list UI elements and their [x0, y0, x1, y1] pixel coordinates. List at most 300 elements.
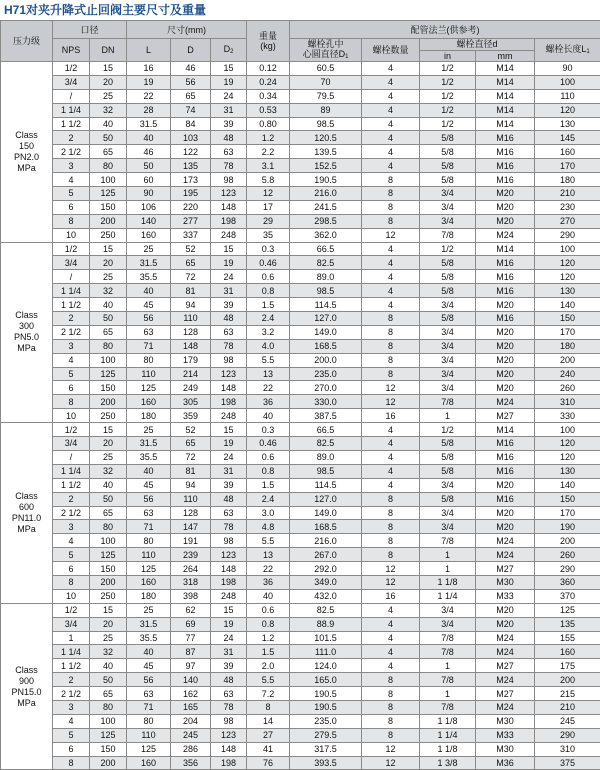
table-cell: 15: [211, 242, 247, 256]
table-cell: 3: [53, 159, 90, 173]
table-cell: 123: [211, 367, 247, 381]
table-cell: 6: [53, 742, 90, 756]
table-cell: 3: [53, 520, 90, 534]
table-cell: 40: [247, 589, 290, 603]
table-row: [1, 714, 600, 728]
table-cell: 204: [171, 714, 211, 728]
table-row: [1, 214, 600, 228]
table-cell: 2.4: [247, 312, 290, 326]
table-cell: 147: [171, 520, 211, 534]
table-cell: 198: [211, 756, 247, 770]
table-cell: 1/2: [53, 62, 90, 76]
table-cell: 12: [362, 228, 420, 242]
pressure-class-line: 150: [1, 141, 52, 152]
pressure-class-label: [1, 603, 53, 770]
table-cell: 4: [362, 270, 420, 284]
table-cell: 3/4: [420, 506, 476, 520]
table-cell: 12: [362, 562, 420, 576]
table-row: [1, 62, 600, 76]
table-cell: 35.5: [127, 450, 171, 464]
table-cell: 387.5: [290, 409, 362, 423]
table-cell: 25: [90, 631, 127, 645]
table-cell: 1 1/4: [53, 645, 90, 659]
table-cell: 1 1/2: [53, 659, 90, 673]
table-cell: 2: [53, 492, 90, 506]
table-cell: 230: [535, 200, 600, 214]
table-row: [1, 381, 600, 395]
table-cell: 8: [362, 687, 420, 701]
table-cell: 248: [211, 409, 247, 423]
table-cell: 65: [171, 437, 211, 451]
table-cell: 15: [211, 423, 247, 437]
table-cell: M24: [476, 228, 535, 242]
table-cell: 5: [53, 367, 90, 381]
table-cell: 1/2: [420, 103, 476, 117]
table-cell: 125: [90, 187, 127, 201]
table-cell: 305: [171, 395, 211, 409]
table-cell: /: [53, 89, 90, 103]
table-cell: 145: [535, 131, 600, 145]
table-cell: 5/8: [420, 492, 476, 506]
table-cell: 72: [171, 450, 211, 464]
table-row: [1, 478, 600, 492]
table-cell: 5/8: [420, 145, 476, 159]
table-row: [1, 173, 600, 187]
table-cell: 100: [535, 75, 600, 89]
table-cell: M20: [476, 325, 535, 339]
table-cell: 89.0: [290, 270, 362, 284]
table-cell: 155: [535, 631, 600, 645]
table-cell: 128: [171, 506, 211, 520]
table-cell: M20: [476, 506, 535, 520]
table-cell: 1/2: [420, 117, 476, 131]
table-cell: 148: [211, 562, 247, 576]
table-cell: 2 1/2: [53, 506, 90, 520]
table-cell: 8: [362, 520, 420, 534]
table-cell: 4.8: [247, 520, 290, 534]
table-cell: 298.5: [290, 214, 362, 228]
table-cell: 5.8: [247, 173, 290, 187]
table-cell: 148: [211, 200, 247, 214]
table-cell: 239: [171, 548, 211, 562]
table-cell: 97: [171, 659, 211, 673]
pressure-class-line: Class: [1, 665, 52, 676]
table-cell: 22: [127, 89, 171, 103]
table-cell: 4: [362, 437, 420, 451]
pressure-class-line: PN5.0: [1, 332, 52, 343]
table-row: [1, 437, 600, 451]
table-row: [1, 256, 600, 270]
table-cell: M14: [476, 117, 535, 131]
table-cell: M14: [476, 423, 535, 437]
table-cell: 0.6: [247, 603, 290, 617]
table-cell: 125: [90, 367, 127, 381]
table-cell: 16: [362, 409, 420, 423]
table-cell: 162: [171, 687, 211, 701]
table-cell: 20: [90, 256, 127, 270]
table-cell: 245: [535, 714, 600, 728]
table-cell: 52: [171, 242, 211, 256]
table-cell: M16: [476, 464, 535, 478]
table-cell: 98.5: [290, 117, 362, 131]
table-cell: 200: [90, 575, 127, 589]
table-cell: 80: [90, 520, 127, 534]
table-cell: 0.6: [247, 450, 290, 464]
table-cell: 40: [90, 478, 127, 492]
table-cell: 82.5: [290, 603, 362, 617]
table-cell: 10: [53, 409, 90, 423]
table-cell: 175: [535, 659, 600, 673]
table-cell: 76: [247, 756, 290, 770]
table-cell: 4: [362, 117, 420, 131]
table-cell: 170: [535, 325, 600, 339]
table-cell: 45: [127, 478, 171, 492]
table-row: [1, 548, 600, 562]
table-cell: 200: [535, 673, 600, 687]
table-cell: 6: [53, 562, 90, 576]
table-cell: 1 1/2: [53, 117, 90, 131]
table-cell: 1 1/4: [53, 103, 90, 117]
table-cell: 249: [171, 381, 211, 395]
table-cell: 3/4: [420, 298, 476, 312]
table-cell: M20: [476, 339, 535, 353]
table-cell: 80: [90, 700, 127, 714]
table-cell: 5/8: [420, 464, 476, 478]
table-cell: 7/8: [420, 534, 476, 548]
table-cell: 15: [211, 603, 247, 617]
table-cell: 5: [53, 187, 90, 201]
table-cell: M30: [476, 714, 535, 728]
header-l: L: [127, 39, 171, 62]
header-d2: $D_2$: [211, 39, 247, 62]
table-cell: 180: [127, 409, 171, 423]
table-cell: 27: [247, 728, 290, 742]
table-cell: 190.5: [290, 687, 362, 701]
dimensions-table: [0, 20, 600, 770]
table-cell: 0.8: [247, 284, 290, 298]
table-cell: 15: [211, 62, 247, 76]
table-cell: 40: [127, 464, 171, 478]
table-cell: 290: [535, 228, 600, 242]
table-cell: 29: [247, 214, 290, 228]
table-cell: 128: [171, 325, 211, 339]
table-cell: 1.5: [247, 645, 290, 659]
table-cell: 8: [362, 700, 420, 714]
table-row: [1, 325, 600, 339]
table-cell: 248: [211, 589, 247, 603]
table-cell: 8: [53, 214, 90, 228]
table-cell: 103: [171, 131, 211, 145]
table-row: [1, 659, 600, 673]
header-in: in: [420, 50, 476, 62]
table-cell: 40: [247, 409, 290, 423]
table-cell: 110: [127, 548, 171, 562]
table-cell: 56: [171, 75, 211, 89]
table-cell: 5/8: [420, 131, 476, 145]
table-cell: 240: [535, 367, 600, 381]
table-cell: 1.2: [247, 631, 290, 645]
table-cell: 5/8: [420, 173, 476, 187]
table-cell: 5/8: [420, 284, 476, 298]
table-row: [1, 103, 600, 117]
table-cell: M24: [476, 548, 535, 562]
table-cell: 1/2: [53, 423, 90, 437]
table-cell: 8: [362, 353, 420, 367]
table-cell: 7/8: [420, 700, 476, 714]
table-cell: 198: [211, 395, 247, 409]
table-cell: 3/4: [420, 478, 476, 492]
table-cell: 160: [127, 228, 171, 242]
table-cell: 4: [362, 478, 420, 492]
table-cell: 8: [362, 187, 420, 201]
table-cell: 125: [127, 562, 171, 576]
table-cell: 46: [171, 62, 211, 76]
table-cell: 0.3: [247, 423, 290, 437]
header-nps: NPS: [53, 39, 90, 62]
pressure-class-line: MPa: [1, 343, 52, 354]
table-cell: 3/4: [420, 200, 476, 214]
table-cell: 74: [171, 103, 211, 117]
header-dn: DN: [90, 39, 127, 62]
table-cell: M33: [476, 728, 535, 742]
table-cell: 200.0: [290, 353, 362, 367]
table-cell: 65: [171, 89, 211, 103]
table-cell: 165.0: [290, 673, 362, 687]
table-cell: 84: [171, 117, 211, 131]
table-cell: 63: [127, 687, 171, 701]
table-cell: /: [53, 270, 90, 284]
table-cell: 3/4: [420, 617, 476, 631]
table-row: [1, 75, 600, 89]
table-cell: 1/2: [420, 62, 476, 76]
table-row: [1, 687, 600, 701]
table-cell: 100: [90, 173, 127, 187]
table-cell: 4: [362, 645, 420, 659]
table-cell: 4: [362, 659, 420, 673]
pressure-class-line: PN15.0: [1, 687, 52, 698]
table-cell: 65: [90, 687, 127, 701]
table-cell: 8: [362, 534, 420, 548]
table-cell: 19: [211, 256, 247, 270]
table-cell: 140: [535, 298, 600, 312]
table-cell: 5: [53, 728, 90, 742]
table-cell: 8: [362, 714, 420, 728]
table-cell: 5.5: [247, 353, 290, 367]
table-cell: 5/8: [420, 312, 476, 326]
table-cell: M14: [476, 242, 535, 256]
table-cell: 1: [420, 409, 476, 423]
table-cell: M24: [476, 673, 535, 687]
table-row: [1, 423, 600, 437]
table-cell: 360: [535, 575, 600, 589]
table-cell: 65: [90, 325, 127, 339]
table-cell: 71: [127, 520, 171, 534]
table-cell: 0.24: [247, 75, 290, 89]
table-cell: 180: [535, 339, 600, 353]
table-cell: 1/2: [420, 75, 476, 89]
table-cell: 8: [362, 339, 420, 353]
pressure-class-line: MPa: [1, 524, 52, 535]
table-cell: 150: [90, 742, 127, 756]
table-cell: M24: [476, 631, 535, 645]
table-cell: 267.0: [290, 548, 362, 562]
header-bolt-qty: 螺栓数量: [362, 39, 420, 62]
table-cell: 3/4: [420, 325, 476, 339]
table-cell: M16: [476, 492, 535, 506]
table-row: [1, 506, 600, 520]
table-cell: 195: [171, 187, 211, 201]
table-cell: 4: [53, 173, 90, 187]
table-cell: 150: [535, 492, 600, 506]
table-cell: 180: [127, 589, 171, 603]
table-cell: 2.4: [247, 492, 290, 506]
table-cell: 106: [127, 200, 171, 214]
table-cell: 0.46: [247, 437, 290, 451]
table-cell: 7/8: [420, 673, 476, 687]
table-cell: 160: [535, 145, 600, 159]
table-row: [1, 464, 600, 478]
table-cell: 317.5: [290, 742, 362, 756]
table-cell: 8: [247, 700, 290, 714]
table-cell: 40: [90, 298, 127, 312]
table-cell: 3.0: [247, 506, 290, 520]
table-cell: 5/8: [420, 256, 476, 270]
table-row: [1, 242, 600, 256]
table-cell: 1.5: [247, 298, 290, 312]
table-cell: 94: [171, 478, 211, 492]
table-cell: 330: [535, 409, 600, 423]
table-cell: 60.5: [290, 62, 362, 76]
table-cell: 0.80: [247, 117, 290, 131]
table-cell: 78: [211, 520, 247, 534]
table-cell: 98: [211, 173, 247, 187]
table-cell: 3/4: [420, 367, 476, 381]
table-row: [1, 200, 600, 214]
table-cell: 100: [90, 534, 127, 548]
table-cell: 1 1/8: [420, 742, 476, 756]
table-cell: 179: [171, 353, 211, 367]
table-cell: 12: [362, 756, 420, 770]
table-cell: 135: [535, 617, 600, 631]
table-cell: 4: [362, 603, 420, 617]
table-cell: 32: [90, 464, 127, 478]
table-cell: 4: [362, 62, 420, 76]
table-cell: 318: [171, 575, 211, 589]
table-row: [1, 589, 600, 603]
table-cell: 165: [171, 700, 211, 714]
table-cell: 48: [211, 312, 247, 326]
table-row: [1, 89, 600, 103]
table-cell: 140: [127, 214, 171, 228]
table-cell: 41: [247, 742, 290, 756]
header-bolt-pcd: 螺栓孔中 心圆直径$D_1$: [290, 39, 362, 62]
pressure-class-line: 900: [1, 676, 52, 687]
table-cell: 56: [127, 492, 171, 506]
table-cell: 40: [127, 645, 171, 659]
table-cell: 52: [171, 423, 211, 437]
table-cell: 0.8: [247, 617, 290, 631]
table-row: [1, 270, 600, 284]
table-cell: 1: [420, 659, 476, 673]
table-cell: M20: [476, 478, 535, 492]
table-cell: 125: [90, 728, 127, 742]
table-cell: 36: [247, 575, 290, 589]
table-cell: 63: [211, 145, 247, 159]
table-cell: 190.5: [290, 700, 362, 714]
table-cell: 120.5: [290, 131, 362, 145]
table-cell: 190.5: [290, 173, 362, 187]
table-cell: 25: [90, 270, 127, 284]
table-cell: 1 1/4: [420, 589, 476, 603]
table-cell: 46: [127, 145, 171, 159]
table-cell: 10: [53, 228, 90, 242]
table-cell: 168.5: [290, 520, 362, 534]
table-cell: 0.6: [247, 270, 290, 284]
table-cell: 148: [211, 742, 247, 756]
table-cell: M20: [476, 603, 535, 617]
table-cell: 40: [90, 117, 127, 131]
table-cell: 36: [247, 395, 290, 409]
table-cell: 8: [362, 214, 420, 228]
table-row: [1, 228, 600, 242]
table-cell: 200: [90, 214, 127, 228]
table-cell: M24: [476, 645, 535, 659]
pressure-class-line: 300: [1, 321, 52, 332]
table-cell: 79.5: [290, 89, 362, 103]
table-cell: 290: [535, 562, 600, 576]
pressure-class-line: 600: [1, 502, 52, 513]
table-row: [1, 187, 600, 201]
table-cell: 1 1/4: [53, 464, 90, 478]
table-cell: M16: [476, 173, 535, 187]
table-cell: 260: [535, 381, 600, 395]
table-cell: M14: [476, 62, 535, 76]
table-cell: 24: [211, 89, 247, 103]
table-cell: 40: [127, 131, 171, 145]
table-cell: 1: [420, 687, 476, 701]
table-cell: 4: [362, 103, 420, 117]
table-cell: 12: [362, 395, 420, 409]
table-row: [1, 575, 600, 589]
table-cell: 310: [535, 742, 600, 756]
table-cell: 123: [211, 548, 247, 562]
pressure-class-line: Class: [1, 130, 52, 141]
table-cell: 3/4: [420, 603, 476, 617]
table-cell: M33: [476, 589, 535, 603]
table-cell: 4: [53, 353, 90, 367]
table-cell: 13: [247, 548, 290, 562]
table-cell: 1 1/8: [420, 575, 476, 589]
table-cell: 80: [90, 159, 127, 173]
table-cell: 120: [535, 270, 600, 284]
table-cell: 370: [535, 589, 600, 603]
table-cell: 39: [211, 117, 247, 131]
table-cell: 190: [535, 520, 600, 534]
table-cell: 356: [171, 756, 211, 770]
table-cell: 4: [362, 256, 420, 270]
table-cell: 140: [535, 478, 600, 492]
table-cell: 2 1/2: [53, 325, 90, 339]
table-cell: 28: [127, 103, 171, 117]
table-cell: 63: [211, 506, 247, 520]
table-cell: 110: [171, 312, 211, 326]
table-cell: 135: [171, 159, 211, 173]
table-cell: 1 3/8: [420, 756, 476, 770]
table-cell: M14: [476, 103, 535, 117]
table-cell: M20: [476, 298, 535, 312]
table-cell: 50: [90, 492, 127, 506]
table-cell: 250: [90, 409, 127, 423]
